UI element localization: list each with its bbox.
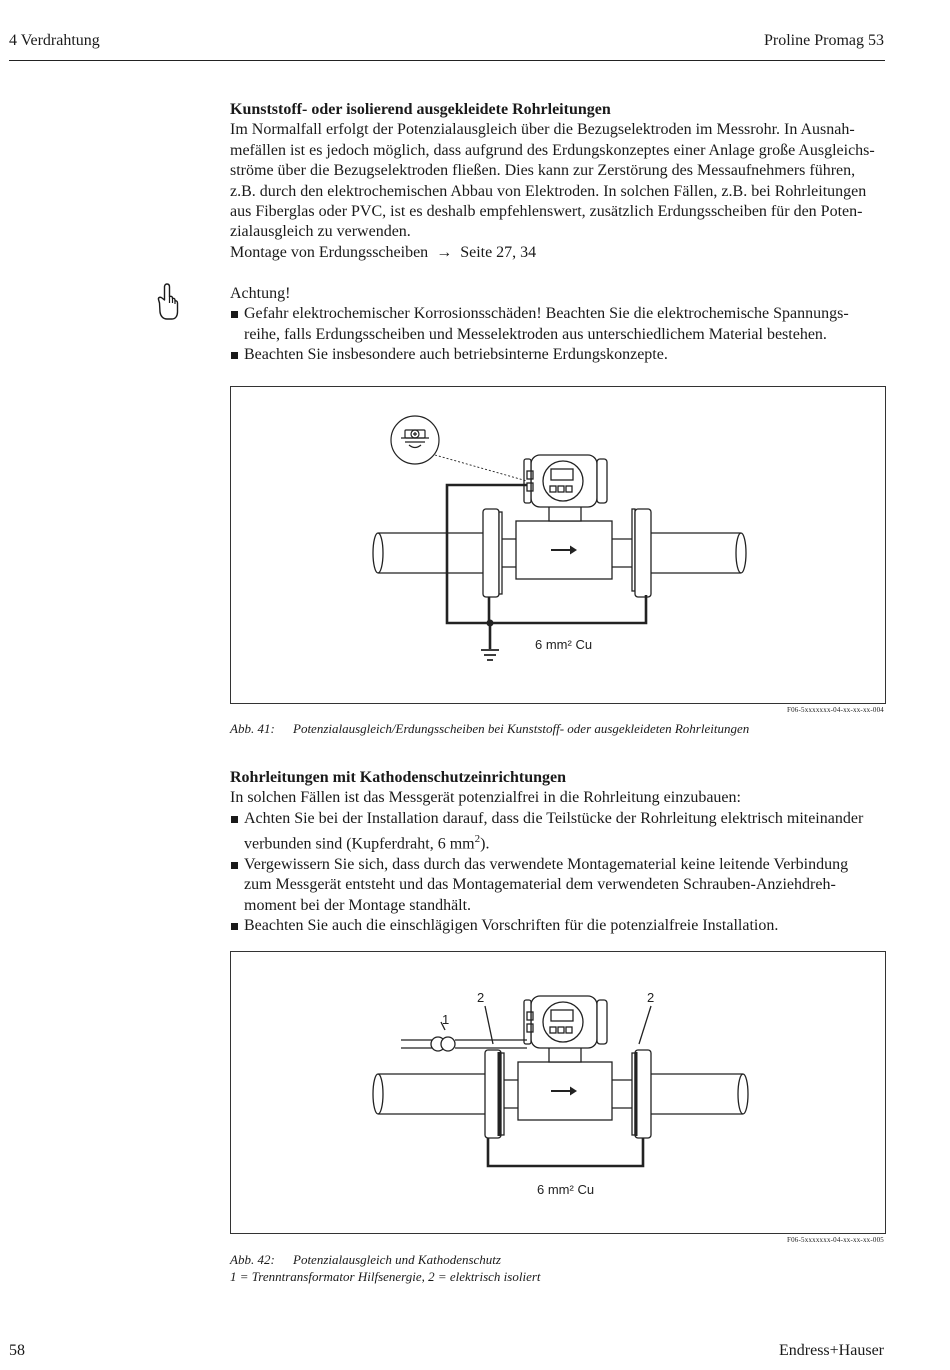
page-number: 58 (9, 1342, 25, 1359)
figure-41-caption (230, 720, 749, 737)
body-line: ströme über die Bezugselektroden fließen. Dies kann zur Zerstörung des Messaufnehmers führen, (230, 162, 856, 180)
figure-42 (230, 951, 886, 1234)
body-line: aus Fiberglas oder PVC, ist es deshalb empfehlenswert, zusätzlich Erdungsscheiben für den Poten- (230, 203, 863, 221)
cathodic-protection-diagram (231, 952, 885, 1233)
wire-label: 6 mm² Cu (535, 637, 593, 652)
header-rule (9, 60, 885, 61)
list-item: Beachten Sie auch die einschlägigen Vorschriften für die potenzialfreie Installation. (230, 916, 885, 936)
montage-text: Montage von Erdungsscheiben (230, 243, 429, 261)
caption-legend: 1 = Trenntransformator Hilfsenergie, 2 = elektrisch isoliert (230, 1269, 541, 1284)
product-header: Proline Promag 53 (764, 32, 884, 49)
section-title: Rohrleitungen mit Kathodenschutzeinrichtungen (230, 769, 567, 786)
figure-id: F06-5xxxxxxx-04-xx-xx-xx-005 (787, 1236, 884, 1244)
section-cathodic-protection (230, 768, 885, 937)
warning-title: Achtung! (230, 285, 291, 302)
arrow-icon: → (436, 243, 453, 261)
montage-reference (230, 243, 885, 263)
body-line: mefällen ist es jedoch möglich, dass aufgrund des Erdungskonzeptes einer Anlage große Ausgleichs- (230, 141, 875, 159)
warning-item: Gefahr elektrochemischer Korrosionsschäden! Beachten Sie die elektrochemische Spannungs- reihe, falls Erdungsscheiben und Messelektroden aus unterschiedlichem Material bestehen. (230, 304, 885, 345)
figure-41 (230, 386, 886, 704)
body-line: zialausgleich zu verwenden. (230, 223, 411, 241)
figure-id: F06-5xxxxxxx-04-xx-xx-xx-004 (787, 706, 884, 714)
page-link[interactable]: Seite 27, 34 (460, 243, 537, 261)
figure-42-caption (230, 1251, 541, 1285)
label-1: 1 (442, 1012, 450, 1027)
chapter-header: 4 Verdrahtung (9, 32, 100, 49)
section-title: Kunststoff- oder isolierend ausgekleidete Rohrleitungen (230, 101, 611, 118)
warning-item: Beachten Sie insbesondere auch betriebsinterne Erdungskonzepte. (230, 345, 885, 365)
list-item: Vergewissern Sie sich, dass durch das verwendete Montagematerial keine leitende Verbindung zum Messgerät entsteht und das Montagematerial dem verwendeten Schrauben-Anziehdreh- moment bei der Montage standhält. (230, 855, 885, 916)
section-intro: In solchen Fällen ist das Messgerät potenzialfrei in die Rohrleitung einzubauen: (230, 789, 741, 807)
warning-block (230, 284, 885, 366)
caption-number: Abb. 41: (230, 721, 275, 736)
wire-label: 6 mm² Cu (537, 1182, 595, 1197)
grounding-disk-diagram (231, 387, 885, 703)
caption-number: Abb. 42: (230, 1252, 275, 1267)
section-plastic-pipes (230, 100, 885, 263)
body-line: Im Normalfall erfolgt der Potenzialausgleich über die Bezugselektroden im Messrohr. In Ausnah- (230, 121, 855, 139)
label-2-right: 2 (647, 990, 655, 1005)
caption-text: Potenzialausgleich und Kathodenschutz (293, 1252, 501, 1267)
brand-name: Endress+Hauser (779, 1342, 884, 1359)
list-item: Achten Sie bei der Installation darauf, dass die Teilstücke der Rohrleitung elektrisch miteinander verbunden sind (Kupferdraht, 6 $mm^2$). (230, 809, 885, 855)
pointing-hand-icon (155, 282, 181, 322)
body-line: z.B. durch den elektrochemischen Abbau von Elektroden. In solchen Fällen, z.B. bei Rohrleitungen (230, 182, 867, 200)
caption-text: Potenzialausgleich/Erdungsscheiben bei Kunststoff- oder ausgekleideten Rohrleitungen (293, 721, 750, 736)
label-2-left: 2 (477, 990, 485, 1005)
